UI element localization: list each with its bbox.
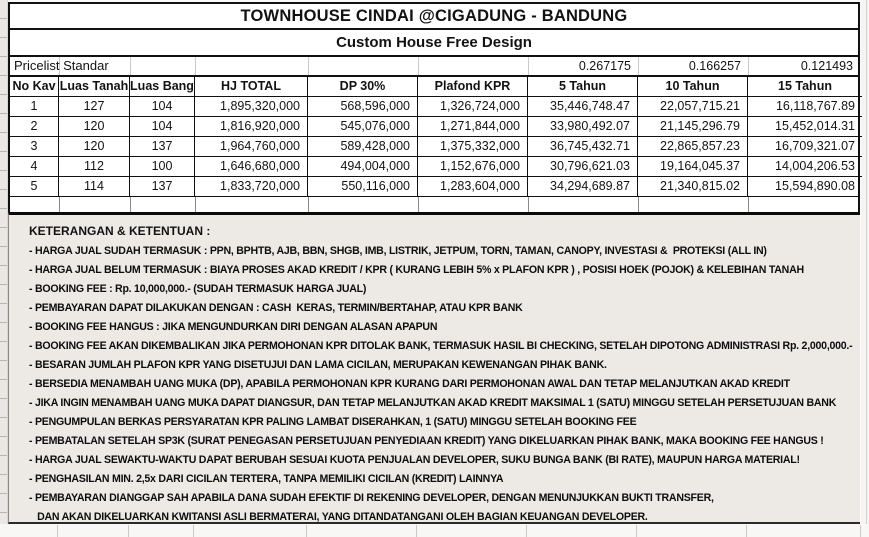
table-cell: 22,057,715.21 [638,97,748,117]
column-header: 10 Tahun [638,77,748,97]
note-line: - BOOKING FEE HANGUS : JIKA MENGUNDURKAN DIRI DENGAN ALASAN APAPUN [29,321,438,333]
table-cell: 1,375,332,000 [418,137,528,157]
note-line: - PEMBAYARAN DAPAT DILAKUKAN DENGAN : CASH KERAS, TERMIN/BERTAHAP, ATAU KPR BANK [29,302,523,314]
gridline [528,197,529,212]
table-cell: 16,709,321.07 [748,137,862,157]
gridline [130,57,131,75]
gridline [195,57,196,75]
note-line: - PENGHASILAN MIN. 2,5x DARI CICILAN TERTERA, TANPA MEMILIKI CICILAN (KREDIT) LAINNYA [29,473,504,485]
gridline [57,525,58,537]
table-cell: 120 [59,137,130,157]
table-cell: 2 [10,117,59,137]
gridline [195,197,196,212]
note-line: - HARGA JUAL SUDAH TERMASUK : PPN, BPHTB, AJB, BBN, SHGB, IMB, LISTRIK, JETPUM, TORN, TAMAN, CANOPY, INVESTASI & PROTEKSI (ALL IN) [29,245,767,257]
table-cell: 589,428,000 [308,137,418,157]
table-cell: 1 [10,97,59,117]
column-header: Luas Bang [130,77,195,97]
gridline [59,197,60,212]
table-cell: 114 [59,177,130,196]
note-line: - BOOKING FEE AKAN DIKEMBALIKAN JIKA PERMOHONAN KPR DITOLAK BANK, TERMASUK HASIL BI CHECKING, SETELAH DIPOTONG ADMINISTRASI Rp. 2,000,000.- [29,340,853,352]
note-line: - BOOKING FEE : Rp. 10,000,000.- (SUDAH TERMASUK HARGA JUAL) [29,283,367,295]
column-header: Luas Tanah [59,77,130,97]
gridline [128,525,129,537]
table-cell: 1,271,844,000 [418,117,528,137]
table-cell: 1,646,680,000 [195,157,308,177]
table-cell: 15,452,014.31 [748,117,862,137]
table-cell: 21,145,296.79 [638,117,748,137]
gridline [416,525,417,537]
table-cell: 21,340,815.02 [638,177,748,196]
sheet [8,0,860,537]
table-cell: 19,164,045.37 [638,157,748,177]
table-cell: 15,594,890.08 [775,179,855,193]
table-cell: 1,326,724,000 [418,97,528,117]
table-cell: 30,796,621.03 [528,157,638,177]
terms-section [8,212,860,524]
table-cell: 112 [59,157,130,177]
table-cell: 104 [130,117,195,137]
note-line: - BESARAN JUMLAH PLAFON KPR YANG DISETUJUI DAN LAMA CICILAN, MERUPAKAN KEWENANGAN PIHAK BANK. [29,359,607,371]
table-cell: 1,816,920,000 [195,117,308,137]
table-cell: 5 [10,177,59,196]
table-cell: 545,076,000 [308,117,418,137]
table-cell: 120 [59,117,130,137]
left-gutter [0,0,8,537]
table-cell: 36,745,432.71 [528,137,638,157]
table-cell: 550,116,000 [308,177,418,196]
table-cell: 1,964,760,000 [195,137,308,157]
table-cell: 137 [130,137,195,157]
pricelist-rates-row [8,57,860,75]
price-table [8,75,860,198]
empty-spreadsheet-row [8,197,860,212]
table-cell: 35,446,748.47 [528,97,638,117]
document-title: TOWNHOUSE CINDAI @CIGADUNG - BANDUNG [8,2,860,30]
gridline [308,197,309,212]
table-cell: 568,596,000 [308,97,418,117]
table-cell: 1,152,676,000 [418,157,528,177]
column-header: DP 30% [308,77,418,97]
table-cell: 4 [10,157,59,177]
table-cell: 1,833,720,000 [195,177,308,196]
table-cell: 127 [59,97,130,117]
table-cell: 3 [10,137,59,157]
gridline [636,525,637,537]
note-line: - PEMBATALAN SETELAH SP3K (SURAT PENEGASAN PERSETUJUAN PENYEDIAAN KREDIT) YANG DIKELUARKAN PIHAK BANK, MAKA BOOKING FEE HANGUS ! [29,435,824,447]
right-gutter [861,0,869,537]
table-cell: 16,118,767.89 [748,97,862,117]
document-subtitle: Custom House Free Design [8,30,860,57]
gridline [746,525,747,537]
column-header: No Kav [10,77,59,97]
terms-heading: KETERANGAN & KETENTUAN : [29,224,211,238]
gridline [748,197,749,212]
table-cell: 104 [130,97,195,117]
gridline [418,197,419,212]
table-cell: 14,004,206.53 [748,157,862,177]
column-header: Plafond KPR [418,77,528,97]
gridline [638,197,639,212]
note-line: - PENGUMPULAN BERKAS PERSYARATAN KPR PALING LAMBAT DISERAHKAN, 1 (SATU) MINGGU SETELAH BOOKING FEE [29,416,637,428]
column-header: HJ TOTAL [195,77,308,97]
table-cell: 494,004,000 [308,157,418,177]
gridline [308,57,309,75]
gridline [418,57,419,75]
note-line: - PEMBAYARAN DIANGGAP SAH APABILA DANA SUDAH EFEKTIF DI REKENING DEVELOPER, DENGAN MENUNJUKKAN BUKTI TRANSFER, [29,492,714,504]
gridline [860,525,861,537]
table-cell: 1,283,604,000 [418,177,528,196]
gridline [306,525,307,537]
column-header: 15 Tahun [748,77,862,97]
note-line: - JIKA INGIN MENAMBAH UANG MUKA DAPAT DIANGSUR, DAN TETAP MELANJUTKAN AKAD KREDIT MAKSIMAL 1 (SATU) MINGGU SETELAH PERSETUJUAN BANK [29,397,837,409]
gridline [193,525,194,537]
table-cell: 137 [130,177,195,196]
table-cell: 100 [130,157,195,177]
gridline [866,0,867,537]
note-line: - HARGA JUAL BELUM TERMASUK : BIAYA PROSES AKAD KREDIT / KPR ( KURANG LEBIH 5% x PLAFON KPR ) , POSISI HOEK (POJOK) & KELEBIHAN TANAH [29,264,804,276]
pricelist-label: Pricelist Standar [14,58,109,73]
bottom-spreadsheet-strip [0,524,869,537]
table-cell: 34,294,689.87 [528,177,638,196]
table-cell: 1,895,320,000 [195,97,308,117]
rate-value-5-tahun: 0.267175 [578,59,631,73]
note-line: - BERSEDIA MENAMBAH UANG MUKA (DP), APABILA PERMOHONAN KPR KURANG DARI PERMOHONAN AWAL DAN TETAP MELANJUTKAN AKAD KREDIT [29,378,790,390]
table-cell: 33,980,492.07 [528,117,638,137]
note-line: DAN AKAN DIKELUARKAN KWITANSI ASLI BERMATERAI, YANG DITANDATANGANI OLEH BAGIAN KEUANGAN DEVELOPER. [29,511,648,523]
table-cell: 22,865,857.23 [638,137,748,157]
gridline [130,197,131,212]
rate-value-15-tahun: 0.121493 [800,59,853,73]
column-header: 5 Tahun [528,77,638,97]
note-line: - HARGA JUAL SEWAKTU-WAKTU DAPAT BERUBAH SESUAI KUOTA PENJUALAN DEVELOPER, SUKU BUNGA BANK (BI RATE), MAUPUN HARGA MATERIAL! [29,454,800,466]
gridline [526,525,527,537]
rate-value-10-tahun: 0.166257 [688,59,741,73]
